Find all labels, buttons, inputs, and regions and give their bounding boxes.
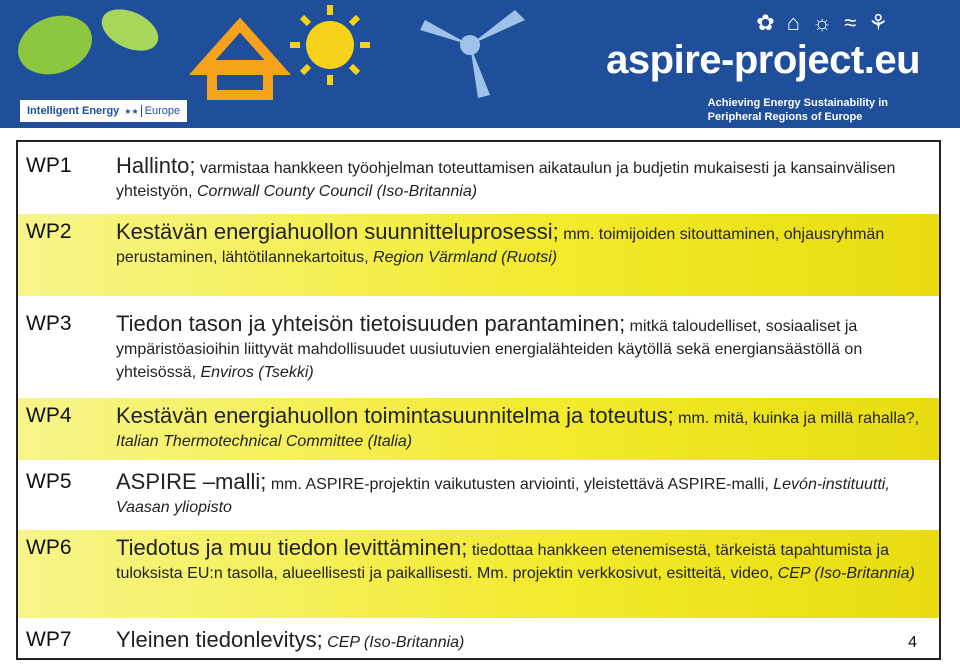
wp-lead: ASPIRE –malli; <box>116 469 267 494</box>
house-small-icon: ⌂ <box>786 10 801 35</box>
sun-small-icon: ☼ <box>812 10 833 35</box>
wp-partner: Cornwall County Council (Iso-Britannia) <box>196 183 478 200</box>
wp-label: WP6 <box>26 536 72 559</box>
wp-row-2 <box>18 214 939 296</box>
work-packages-table <box>16 140 941 660</box>
header-banner <box>0 0 960 128</box>
eu-stars-icon: ★★ <box>124 106 139 116</box>
wp-partner: Region Värmland (Ruotsi) <box>373 249 558 266</box>
header-symbols <box>756 10 888 36</box>
wp-description <box>116 536 933 585</box>
page-number: 4 <box>908 634 917 651</box>
wp-label: WP4 <box>26 404 72 427</box>
wp-description <box>116 404 933 453</box>
wp-partner: CEP (Iso-Britannia) <box>777 565 915 582</box>
wp-text: mitkä taloudelliset, sosiaaliset ja ympäristöasioihin liittyvät mahdollisuudet uusiutuvien energialähteiden käytöllä sekä energiansäästöllä on yhteisössä, <box>116 318 863 381</box>
wp-label: WP5 <box>26 470 72 493</box>
wp-partner: CEP (Iso-Britannia) <box>327 634 465 651</box>
windmill-small-icon: ⚘ <box>868 10 888 35</box>
intelligent-energy-logo <box>20 100 187 122</box>
flower-icon: ✿ <box>756 10 775 35</box>
wp-text: tiedottaa hankkeen etenemisestä, tärkeistä tapahtumista ja tuloksista EU:n tasolla, alueellisesti ja paikallisesti. Mm. projektin verkkosivut, esitteitä, video, <box>116 542 889 582</box>
wp-label: WP1 <box>26 154 72 177</box>
leaf-icon <box>10 1 165 84</box>
wp-label: WP3 <box>26 312 72 335</box>
wp-text: mm. toimijoiden sitouttaminen, ohjausryhmän perustaminen, lähtötilannekartoitus, <box>116 226 885 266</box>
wp-text: varmistaa hankkeen työohjelman toteuttamisen aikataulun ja budjetin mukaisesti ja kansainvälisen yhteistyön, <box>116 160 896 200</box>
wp-description <box>116 154 933 203</box>
windmill-icon <box>420 10 525 98</box>
tagline <box>708 96 888 124</box>
site-name: aspire-project.eu <box>606 38 920 82</box>
wp-partner: Italian Thermotechnical Committee (Italia) <box>116 433 413 450</box>
sun-icon <box>290 5 370 85</box>
wave-icon: ≈ <box>844 10 857 35</box>
wp-row-4 <box>18 398 939 460</box>
wp-label: WP7 <box>26 628 72 651</box>
tagline-line2: Peripheral Regions of Europe <box>707 111 863 123</box>
tagline-line1: Achieving Energy Sustainability in <box>707 97 888 109</box>
wp-description <box>116 628 933 654</box>
wp-text: mm. mitä, kuinka ja millä rahalla?, <box>673 410 920 427</box>
wp-lead: Kestävän energiahuollon toimintasuunnitelma ja toteutus; <box>116 403 674 428</box>
wp-lead: Tiedotus ja muu tiedon levittäminen; <box>116 535 468 560</box>
wp-lead: Kestävän energiahuollon suunnitteluprosessi; <box>116 219 559 244</box>
wp-description <box>116 312 933 384</box>
wp-description <box>116 220 933 269</box>
wp-text: mm. ASPIRE-projektin vaikutusten arviointi, yleistettävä ASPIRE-malli, <box>266 476 774 493</box>
house-icon <box>200 25 280 95</box>
wp-lead: Tiedon tason ja yhteisön tietoisuuden parantaminen; <box>116 311 626 336</box>
decorative-icons-left <box>0 0 560 100</box>
wp-lead: Hallinto; <box>116 153 196 178</box>
wp-lead: Yleinen tiedonlevitys; <box>116 627 323 652</box>
wp-label: WP2 <box>26 220 72 243</box>
wp-partner: Levón-instituutti, Vaasan yliopisto <box>116 476 890 516</box>
logo-text-a: Intelligent Energy <box>27 105 120 117</box>
wp-partner: Enviros (Tsekki) <box>200 364 314 381</box>
logo-text-b: Europe <box>141 105 183 117</box>
wp-row-6 <box>18 530 939 618</box>
wp-description <box>116 470 933 519</box>
